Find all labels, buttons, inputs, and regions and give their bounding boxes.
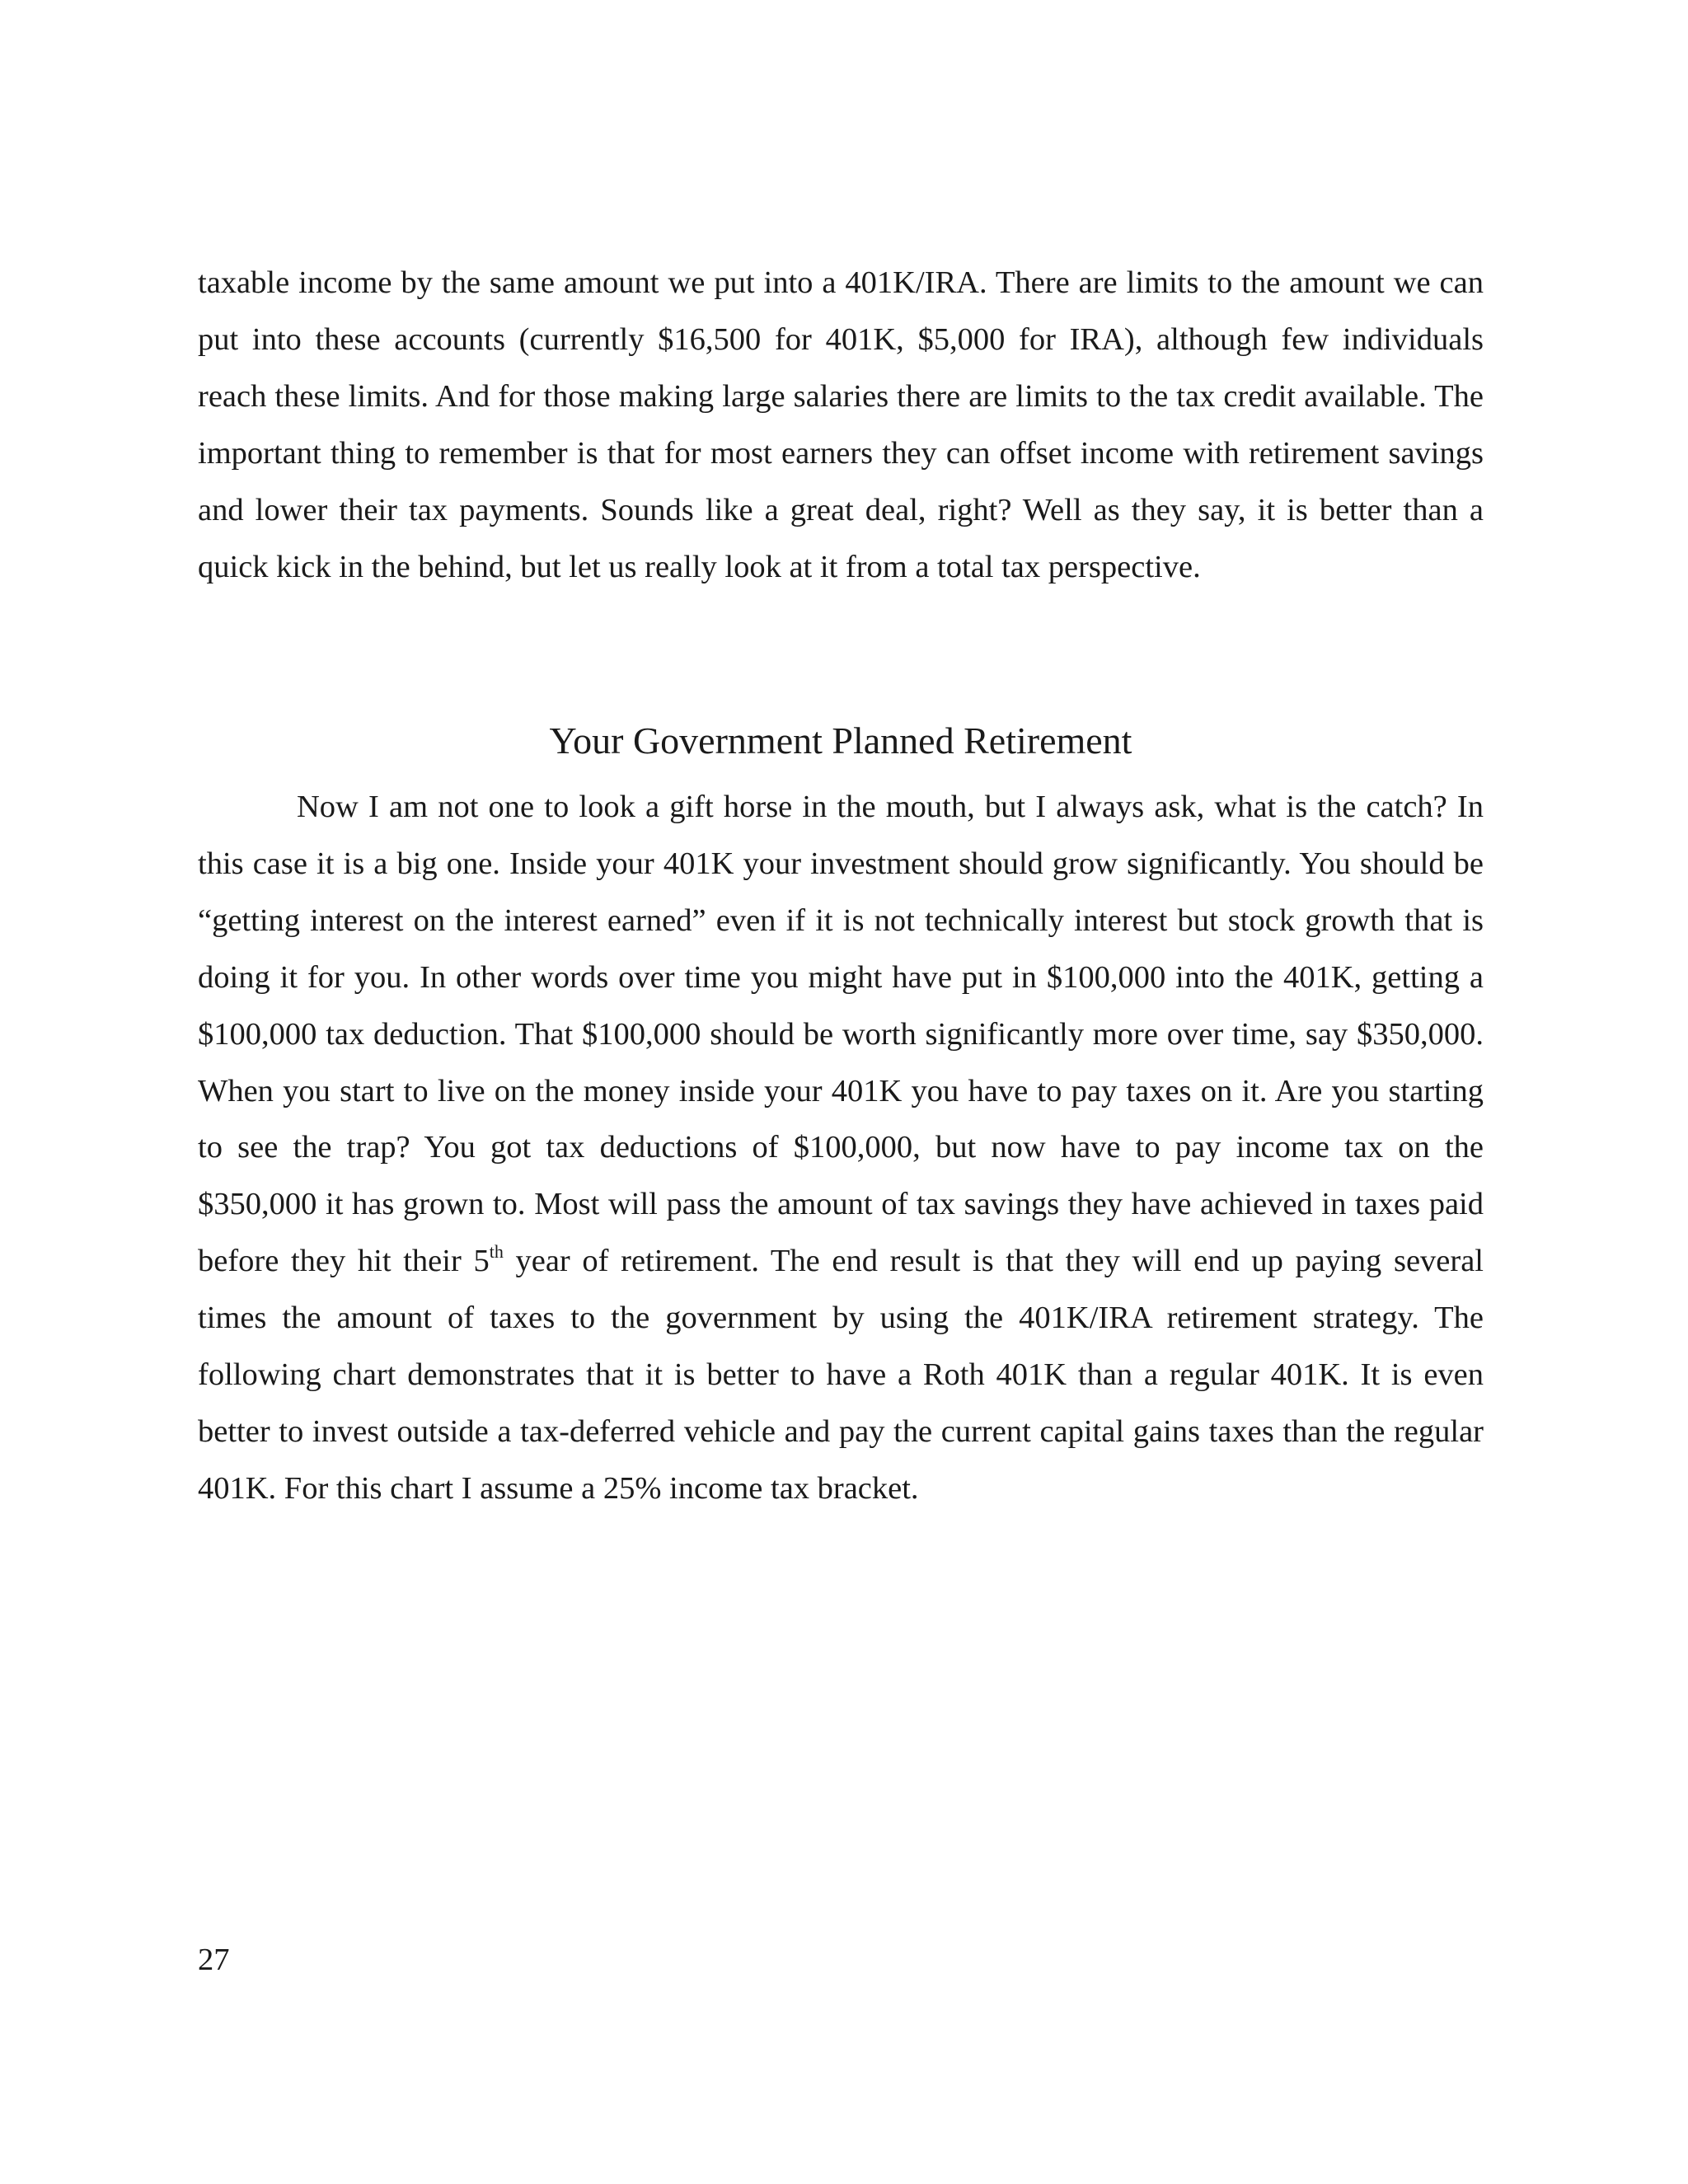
page-number: 27: [198, 1943, 230, 1977]
body-paragraph-2: [198, 779, 1484, 1517]
ordinal-superscript: th: [489, 1241, 504, 1263]
body-paragraph-2-text-b: year of retirement. The end result is that they will end up paying several times the amount of taxes to the government by using the 401K/IRA retirement strategy. The following chart demonstrates that it is better to have a Roth 401K than a regular 401K. It is even better to invest outside a tax-deferred vehicle and pay the current capital gains taxes than the regular 401K. For this chart I assume a 25% income tax bracket.: [198, 1244, 1484, 1506]
body-paragraph-2-text-a: Now I am not one to look a gift horse in the mouth, but I always ask, what is the catch? In this case it is a big one. Inside your 401K your investment should grow significantly. You should be “getting interest on the interest earned” even if it is not technically interest but stock growth that is doing it for you. In other words over time you might have put in $100,000 into the 401K, getting a $100,000 tax deduction. That $100,000 should be worth significantly more over time, say $350,000. When you start to live on the money inside your 401K you have to pay taxes on it. Are you starting to see the trap? You got tax deductions of $100,000, but now have to pay income tax on the $350,000 it has grown to. Most will pass the amount of tax savings they have achieved in taxes paid before they hit their 5: [198, 790, 1484, 1279]
section-heading: Your Government Planned Retirement: [549, 719, 1132, 762]
body-paragraph-1: taxable income by the same amount we put into a 401K/IRA. There are limits to the amount we can put into these accounts (currently $16,500 for 401K, $5,000 for IRA), although few individuals reach these limits. And for those making large salaries there are limits to the tax credit available. The important thing to remember is that for most earners they can offset income with retirement savings and lower their tax payments. Sounds like a great deal, right? Well as they say, it is better than a quick kick in the behind, but let us really look at it from a total tax perspective.: [198, 265, 1484, 584]
